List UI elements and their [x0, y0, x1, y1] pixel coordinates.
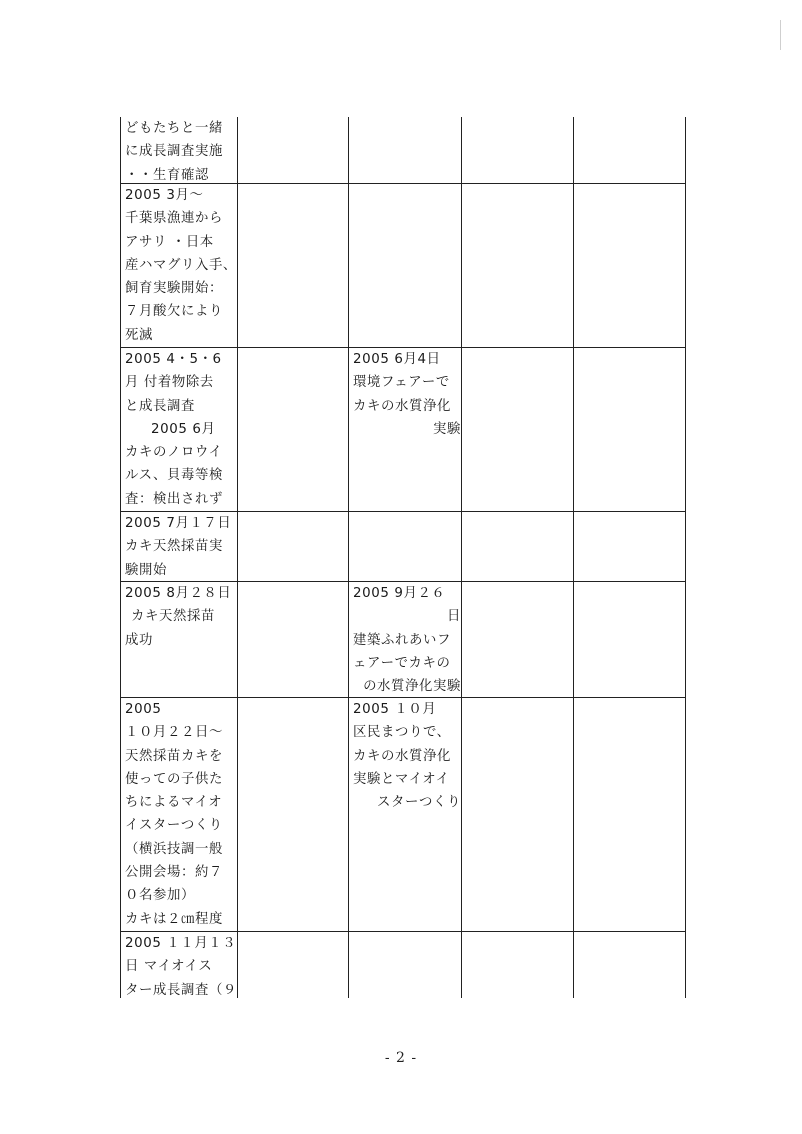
- event-cell: [353, 698, 461, 814]
- event-cell: [125, 348, 241, 511]
- cell-line: ０名参加）: [125, 888, 195, 904]
- cell-line: 実験とマイオイ: [353, 771, 450, 787]
- cell-line: カキ天然採苗: [131, 609, 215, 625]
- cell-line: ７月酸欠により: [125, 304, 223, 320]
- cell-line: 区民まつりで、: [353, 725, 451, 741]
- table-row: [121, 511, 685, 581]
- cell-line: ター成長調査（９: [125, 982, 237, 998]
- cell-line: ェアーでカキの: [353, 655, 451, 671]
- cell-line: どもたちと一緒: [125, 121, 223, 136]
- cell-line: 2005 6月: [151, 421, 216, 437]
- cell-line: の水質浄化実験: [363, 679, 461, 695]
- event-cell: [125, 184, 241, 347]
- page-number: - 2 -: [384, 1050, 418, 1066]
- cell-line: 成功: [125, 632, 153, 648]
- cell-line: 2005 9月２６: [353, 586, 446, 601]
- table-row: [121, 117, 685, 183]
- event-cell: [353, 348, 461, 441]
- cell-line: 千葉県漁連から: [125, 211, 223, 227]
- cell-line: 2005 4・5・6: [125, 352, 222, 367]
- cell-line: カキは２㎝程度: [125, 911, 223, 927]
- cell-line: 使っての子供た: [125, 771, 223, 787]
- activity-table: [120, 117, 686, 998]
- cell-line: 2005 8月２８日: [125, 586, 232, 601]
- cell-line: 公開会場：約７: [125, 865, 223, 881]
- cell-line: ・・生育確認: [125, 167, 209, 183]
- cell-line: イスターつくり: [125, 818, 223, 834]
- cell-line: 日: [447, 609, 461, 625]
- cell-line: 月 付着物除去: [125, 375, 214, 391]
- cell-line: 2005: [125, 702, 162, 717]
- table-row: [121, 183, 685, 347]
- event-cell: [125, 582, 241, 652]
- cell-line: 2005 7月１７日: [125, 516, 232, 531]
- cell-line: 産ハマグリ入手、: [125, 257, 237, 273]
- cell-line: カキ天然採苗実: [125, 539, 223, 555]
- cell-line: カキの水質浄化: [353, 398, 451, 414]
- cell-line: 環境フェアーで: [353, 375, 450, 391]
- cell-line: 2005 １０月: [353, 702, 437, 717]
- cell-line: 死滅: [125, 327, 153, 343]
- cell-line: カキのノロウイ: [125, 445, 223, 461]
- cell-line: 査：検出されず: [125, 491, 223, 507]
- cell-line: 2005 １１月１３: [125, 936, 237, 951]
- cell-line: （横浜技調一般: [125, 841, 223, 857]
- cell-line: 日 マイオイス: [125, 959, 213, 975]
- cell-line: カキの水質浄化: [353, 748, 451, 764]
- table-row: [121, 697, 685, 931]
- event-cell: [353, 582, 461, 698]
- cell-line: ちによるマイオ: [125, 795, 223, 811]
- table-row: [121, 581, 685, 697]
- cell-line: ルス、貝毒等検: [125, 468, 223, 484]
- cell-line: 建築ふれあいフ: [353, 632, 451, 648]
- scan-margin-mark: [780, 20, 781, 50]
- table-row: [121, 347, 685, 511]
- cell-line: 験開始: [125, 562, 167, 578]
- event-cell: [125, 512, 241, 582]
- cell-line: 2005 3月～: [125, 188, 204, 203]
- cell-line: スターつくり: [377, 795, 461, 811]
- cell-line: 2005 6月4日: [353, 352, 441, 367]
- cell-line: アサリ ・日本: [125, 234, 214, 250]
- cell-line: に成長調査実施: [125, 144, 223, 160]
- cell-line: １０月２２日～: [125, 725, 223, 741]
- table-row: [121, 931, 685, 998]
- event-cell: [125, 117, 241, 187]
- cell-line: と成長調査: [125, 398, 195, 414]
- event-cell: [125, 932, 241, 1002]
- cell-line: 実験: [433, 421, 461, 437]
- event-cell: [125, 698, 241, 931]
- cell-line: 飼育実験開始：: [125, 281, 223, 297]
- cell-line: 天然採苗カキを: [125, 748, 223, 764]
